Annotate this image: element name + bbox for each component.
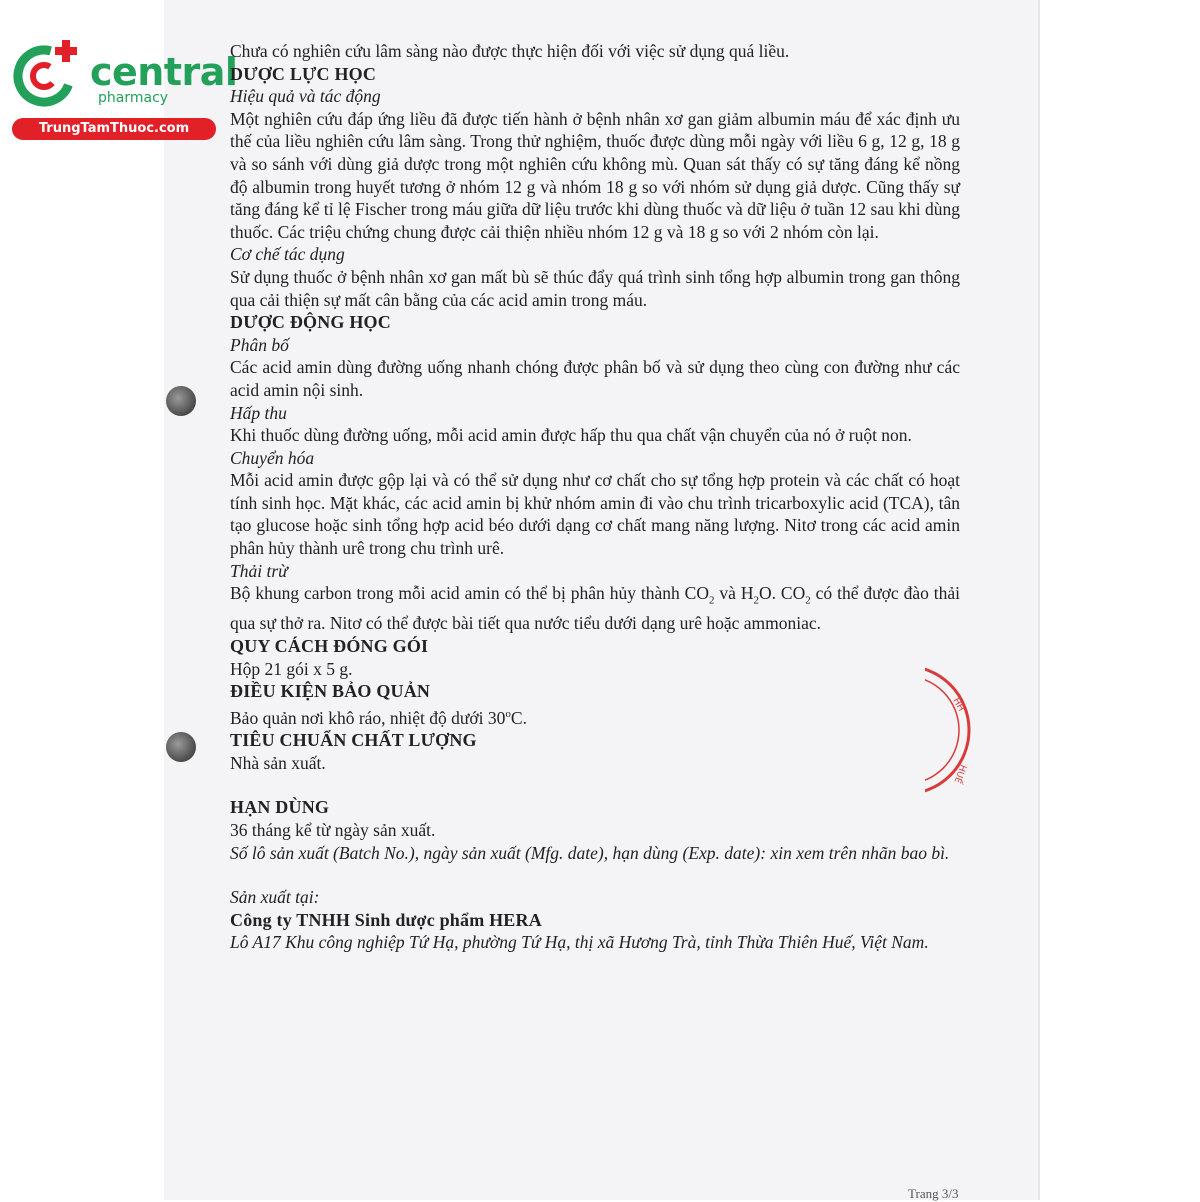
excretion-subheading: Thải trừ [230,560,288,581]
mechanism-paragraph: Sử dụng thuốc ở bệnh nhân xơ gan mất bù sẽ thúc đẩy quá trình sinh tổng hợp albumin trong gan thông qua cải thiện sự mất cân bằng của các acid amin trong máu. [230,266,960,310]
subscript-2: 2 [805,594,811,607]
page-number: Trang 3/3 [908,1186,959,1201]
packaging-text: Hộp 21 gói x 5 g. [230,658,353,679]
page-edge [1038,0,1040,1200]
manufactured-at-label: Sản xuất tại: [230,887,320,908]
pharmacy-cross-icon [8,36,90,116]
svg-text:HUẾ: HUẾ [951,762,968,785]
metabolism-subheading: Chuyển hóa [230,447,315,468]
quality-heading: TIÊU CHUẨN CHẤT LƯỢNG [230,730,477,751]
subscript-2: 2 [753,594,759,607]
expiry-text: 36 tháng kể từ ngày sản xuất. [230,819,436,840]
distribution-paragraph: Các acid amin dùng đường uống nhanh chóng được phân bố và sử dụng theo cùng con đường như các acid amin nội sinh. [230,357,960,400]
manufacturer-name: Công ty TNHH Sinh dược phẩm HERA [230,909,542,930]
punch-hole [166,732,196,762]
storage-text [230,703,960,729]
quality-text: Nhà sản xuất. [230,752,326,773]
batch-info: Số lô sản xuất (Batch No.), ngày sản xuất (Mfg. date), hạn dùng (Exp. date): xin xem trên nhãn bao bì. [230,842,950,863]
spacer [230,864,960,886]
spacer [230,774,960,796]
brand-website: TrungTamThuoc.com [12,118,216,140]
brand-name: central [90,50,238,94]
company-seal-stamp [925,660,985,800]
mechanism-subheading: Cơ chế tác dụng [230,244,345,265]
expiry-heading: HẠN DÙNG [230,797,330,818]
excretion-paragraph [230,582,960,635]
pharmacokinetics-heading: DƯỢC ĐỘNG HỌC [230,312,391,333]
storage-text-2: C. [510,707,527,728]
distribution-subheading: Phân bố [230,334,289,355]
leaflet-text [230,40,960,954]
subscript-2: 2 [709,594,715,607]
efficacy-paragraph: Một nghiên cứu đáp ứng liều đã được tiến hành ở bệnh nhân xơ gan giảm albumin máu để xác định ưu thế của liều nghiên cứu lâm sàng. Trong thử nghiệm, thuốc được dùng mỗi ngày với liều 6 g, 12 g, 18 g và so sánh với dùng giả dược trong một nghiên cứu không mù. Quan sát thấy có sự tăng đáng kể nồng độ albumin trong huyết tương ở nhóm 12 g và nhóm 18 g so với nhóm sử dụng giả dược. Cũng thấy sự tăng đáng kể tỉ lệ Fischer trong máu giữa dữ liệu trước khi dùng thuốc và dữ liệu ở tuần 12 sau khi dùng thuốc. Các triệu chứng chung được cải thiện nhiều nhóm 12 g và 18 g so với 2 nhóm còn lại. [230,108,960,242]
storage-heading: ĐIỀU KIỆN BẢO QUẢN [230,681,431,702]
excretion-text-2: và H [714,583,754,604]
excretion-text-1: Bộ khung carbon trong mỗi acid amin có thể bị phân hủy thành CO [230,583,709,604]
efficacy-subheading: Hiệu quả và tác động [230,86,381,107]
central-pharmacy-logo [8,36,238,146]
metabolism-paragraph: Mỗi acid amin được gộp lại và có thể sử dụng như cơ chất cho sự tổng hợp protein và các chất có hoạt tính sinh học. Mặt khác, các acid amin bị khử nhóm amin đi vào chu trình tricarboxylic acid (TCA), tân tạo glucose hoặc sinh tổng hợp acid béo dưới dạng cơ chất mang năng lượng. Nitơ trong các acid amin phân hủy thành urê trong chu trình urê. [230,470,960,559]
absorption-paragraph: Khi thuốc dùng đường uống, mỗi acid amin được hấp thu qua chất vận chuyển của nó ở ruột non. [230,425,912,446]
pharmacodynamics-heading: DƯỢC LỰC HỌC [230,63,377,84]
storage-text-1: Bảo quản nơi khô ráo, nhiệt độ dưới 30 [230,707,506,728]
excretion-text-3: O. CO [759,583,806,604]
manufacturer-address: Lô A17 Khu công nghiệp Tứ Hạ, phường Tứ Hạ, thị xã Hương Trà, tỉnh Thừa Thiên Huế, Việt Nam. [230,932,929,953]
brand-subtitle: pharmacy [98,90,169,106]
absorption-subheading: Hấp thu [230,402,287,423]
packaging-heading: QUY CÁCH ĐÓNG GÓI [230,635,429,656]
overdose-note: Chưa có nghiên cứu lâm sàng nào được thực hiện đối với việc sử dụng quá liều. [230,41,790,61]
svg-text:HH: HH [950,696,966,714]
degree-superscript: o [505,707,511,720]
excretion-text-4: có thể được đào thải qua sự thở ra. Nitơ có thể được bài tiết qua nước tiểu dưới dạng urê hoặc ammoniac. [230,583,961,634]
punch-hole [166,386,196,416]
